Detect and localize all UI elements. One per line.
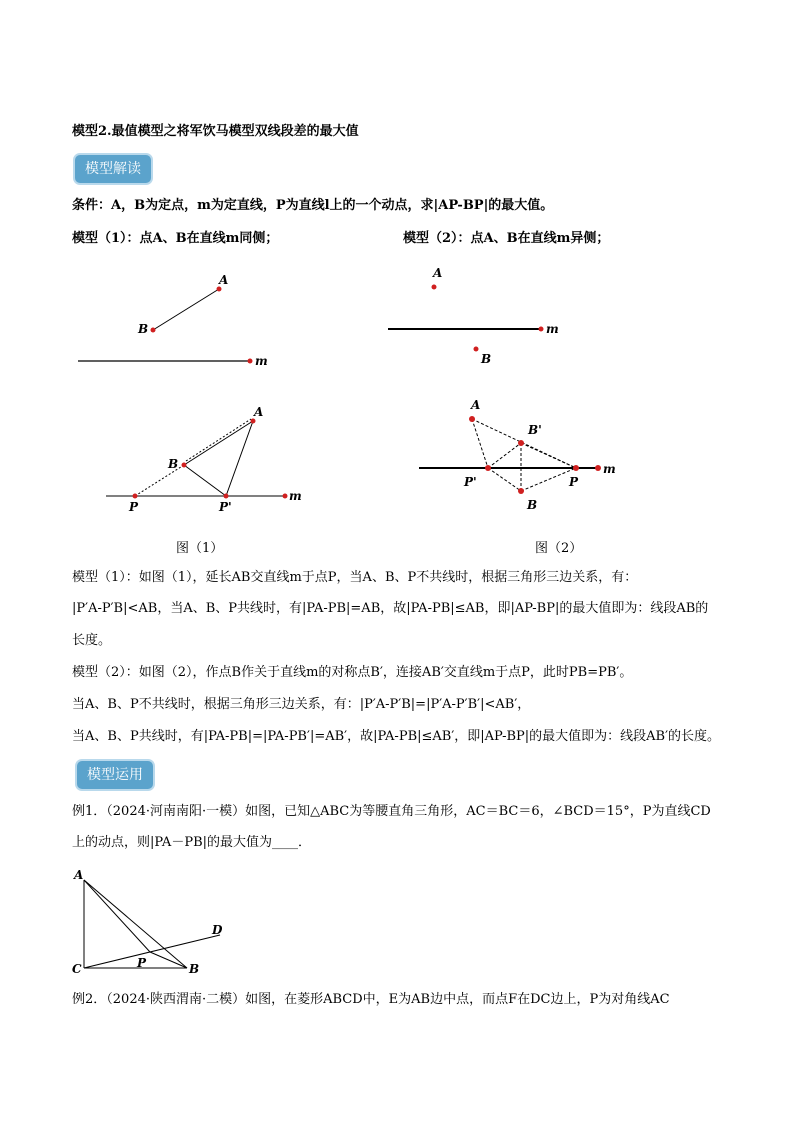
example1-line2: 上的动点，则|PA－PB|的最大值为____． [72,835,312,850]
label-B: B [189,962,200,976]
example2-line1: 例2．（2024·陕西渭南·二模）如图，在菱形ABCD中，E为AB边中点，而点F在DC边上，P为对角线AC [72,992,670,1007]
para1-line1: 模型（1）：如图（1），延长AB交直线m于点P，当A、B、P不共线时，根据三角形三边关系，有： [72,570,638,585]
model1-heading: 模型（1）：点A、B在直线m同侧； [72,231,279,246]
label-A: A [74,868,84,882]
para1-line3: 长度。 [72,633,112,648]
label-C: C [72,962,82,976]
section-title: 模型2.最值模型之将军饮马模型双线段差的最大值 [72,124,359,139]
label-A: A [219,273,229,287]
label-B: B [527,498,538,512]
label-m: m [255,354,268,368]
label-P: P [569,475,579,489]
caption-figure-2: 图（2） [535,541,583,556]
badge-model-interpretation: 模型解读 [73,153,153,185]
label-A: A [254,405,264,419]
para2-line1: 模型（2）：如图（2），作点B作关于直线m的对称点B′，连接AB′交直线m于点P，此时PB=PB′。 [72,665,633,680]
label-B: B [168,457,179,471]
label-A: A [471,398,481,412]
label-B-prime: B' [528,423,542,437]
label-D: D [212,923,223,937]
label-P-prime: P' [219,500,232,514]
para2-line2: 当A、B、P不共线时，根据三角形三边关系，有：|P′A-P′B|=|P′A-P′B′|<AB′， [72,697,531,712]
badge-model-application: 模型运用 [75,759,155,791]
model2-heading: 模型（2）：点A、B在直线m异侧； [403,231,610,246]
caption-figure-1: 图（1） [176,541,224,556]
label-P: P [129,500,139,514]
label-A: A [433,266,443,280]
example1-line1: 例1．（2024·河南南阳·一模）如图，已知△ABC为等腰直角三角形，AC＝BC＝6，∠BCD＝15°，P为直线CD [72,804,711,819]
label-P-prime: P' [464,475,477,489]
label-P: P [137,956,147,970]
para2-line3: 当A、B、P共线时，有|PA-PB|=|PA-PB′|=AB′，故|PA-PB|≤AB′，即|AP-BP|的最大值即为：线段AB′的长度。 [72,729,721,744]
para1-line2: |P′A-P′B|<AB，当A、B、P共线时，有|PA-PB|=AB，故|PA-PB|≤AB，即|AP-BP|的最大值即为：线段AB的 [72,601,709,616]
label-B: B [481,352,492,366]
label-m: m [603,462,616,476]
label-m: m [289,489,302,503]
label-B: B [138,322,149,336]
label-m: m [546,322,559,336]
condition-text: 条件：A，B为定点，m为定直线，P为直线l上的一个动点，求|AP-BP|的最大值。 [72,198,554,213]
